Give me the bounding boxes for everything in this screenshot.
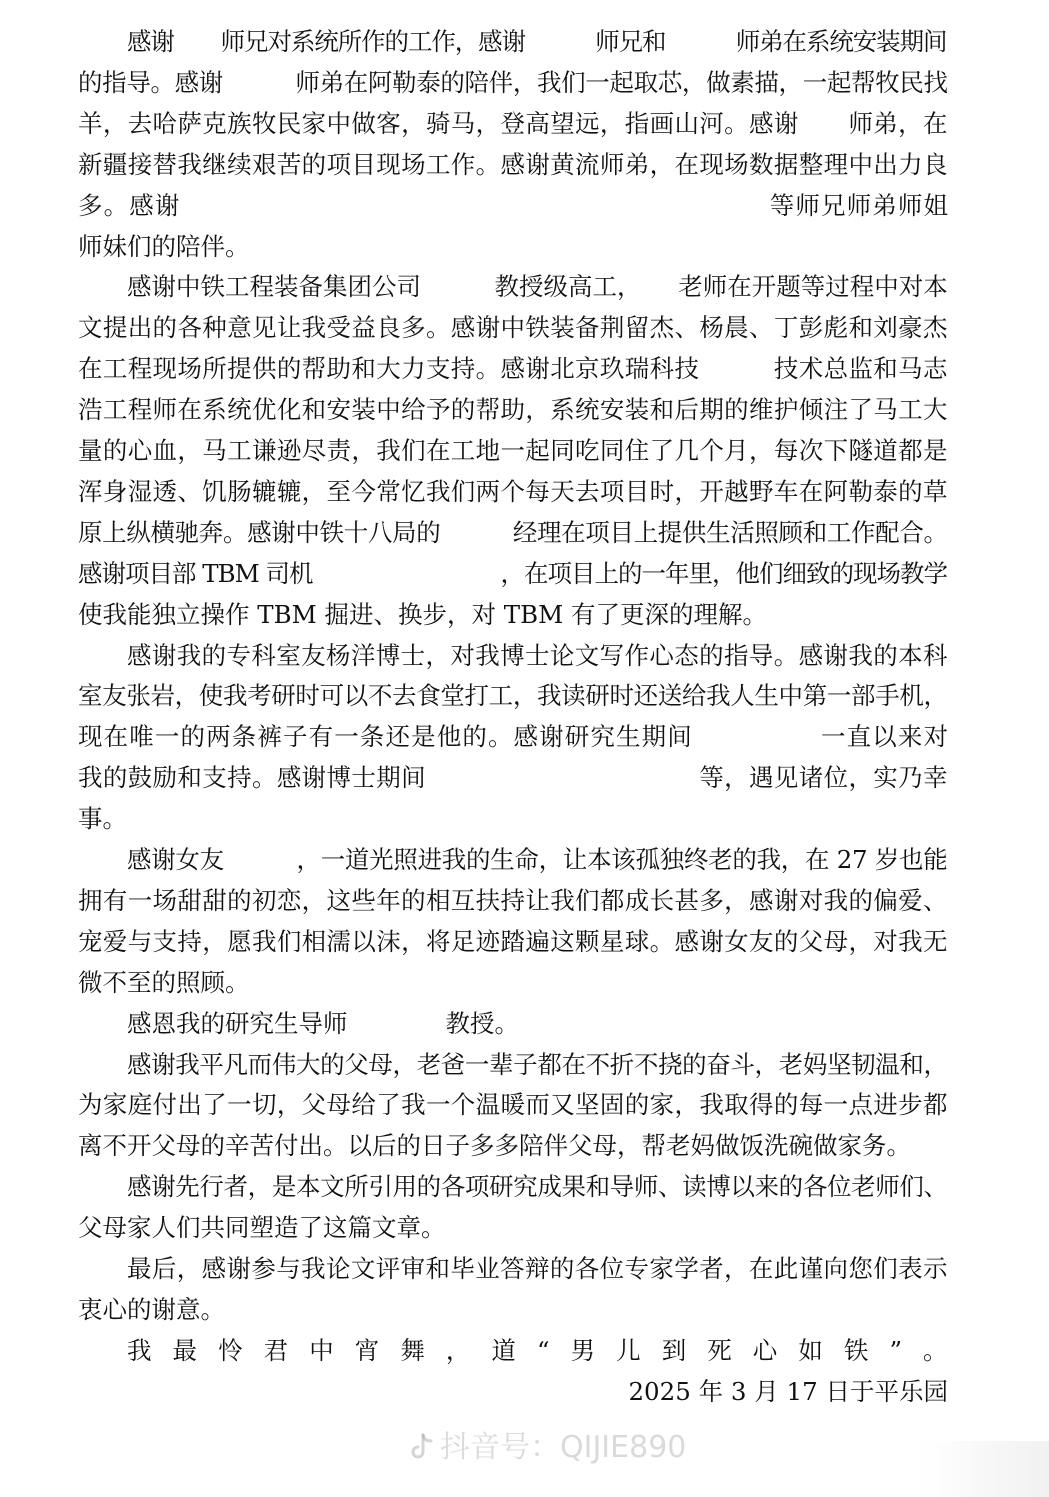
blur-overlay xyxy=(919,1441,1049,1497)
text-line: 新疆接替我继续艰苦的项目现场工作。感谢黄流师弟，在现场数据整理中出力良 xyxy=(78,149,948,179)
text-line: 感谢先行者，是本文所引用的各项研究成果和导师、读博以来的各位老师们、 xyxy=(127,1172,948,1202)
text-line: 在工程现场所提供的帮助和大力支持。感谢北京玖瑞科技 技术总监和马志 xyxy=(78,354,948,384)
text-line: 师妹们的陪伴。 xyxy=(78,231,250,261)
text-line: 离不开父母的辛苦付出。以后的日子多多陪伴父母，帮老妈做饭洗碗做家务。 xyxy=(78,1131,911,1161)
text-line: 多。感谢 等师兄师弟师姐 xyxy=(78,190,950,220)
text-line: 为家庭付出了一切，父母给了我一个温暖而又坚固的家，我取得的每一点进步都 xyxy=(78,1090,948,1120)
text-line: 感谢女友 ，一道光照进我的生命，让本该孤独终老的我，在 27 岁也能 xyxy=(127,845,948,874)
text-line: 感恩我的研究生导师 教授。 xyxy=(127,1008,519,1038)
text-line: 量的心血，马工谦逊尽责，我们在工地一起同吃同住了几个月，每次下隧道都是 xyxy=(78,436,948,465)
text-line: 拥有一场甜甜的初恋，这些年的相互扶持让我们都成长甚多，感谢对我的偏爱、 xyxy=(78,885,948,915)
text-line: 微不至的照顾。 xyxy=(78,967,250,997)
text-line: 事。 xyxy=(78,804,127,834)
watermark-text: 抖音号：QIJIE890 xyxy=(440,1430,687,1465)
text-line: 的指导。感谢 师弟在阿勒泰的陪伴，我们一起取芯，做素描，一起帮牧民找 xyxy=(78,67,948,97)
text-line: 我最怜君中宵舞，道“男儿到死心如铁”。 xyxy=(127,1335,969,1365)
text-line: 原上纵横驰奔。感谢中铁十八局的 经理在项目上提供生活照顾和工作配合。 xyxy=(78,517,948,547)
text-line: 文提出的各种意见让我受益良多。感谢中铁装备荆留杰、杨晨、丁彭彪和刘豪杰 xyxy=(78,313,948,343)
text-line: 感谢我平凡而伟大的父母，老爸一辈子都在不折不挠的奋斗，老妈坚韧温和， xyxy=(127,1049,948,1079)
text-line: 现在唯一的两条裤子有一条还是他的。感谢研究生期间 一直以来对 xyxy=(78,722,950,752)
text-line: 使我能独立操作 TBM 掘进、换步，对 TBM 有了更深的理解。 xyxy=(78,599,768,629)
text-line: 浑身湿透、饥肠辘辘，至今常忆我们两个每天去项目时，开越野车在阿勒泰的草 xyxy=(78,476,948,506)
text-line: 感谢我的专科室友杨洋博士，对我博士论文写作心态的指导。感谢我的本科 xyxy=(127,640,948,670)
text-line: 浩工程师在系统优化和安装中给予的帮助，系统安装和后期的维护倾注了马工大 xyxy=(78,395,948,425)
douyin-logo-icon xyxy=(408,1433,436,1463)
date-line: 2025 年 3 月 17 日于平乐园 xyxy=(628,1376,948,1406)
text-line: 最后，感谢参与我论文评审和毕业答辩的各位专家学者，在此谨向您们表示 xyxy=(127,1254,948,1283)
text-line: 羊，去哈萨克族牧民家中做客，骑马，登高望远，指画山河。感谢 师弟，在 xyxy=(78,108,948,138)
text-line: 感谢 师兄对系统所作的工作，感谢 师兄和 师弟在系统安装期间 xyxy=(127,27,947,56)
text-line: 感谢项目部 TBM 司机 ，在项目上的一年里，他们细致的现场教学 xyxy=(78,558,948,588)
text-line: 宠爱与支持，愿我们相濡以沫，将足迹踏遍这颗星球。感谢女友的父母，对我无 xyxy=(78,926,948,956)
text-line: 父母家人们共同塑造了这篇文章。 xyxy=(78,1213,446,1243)
text-line: 衷心的谢意。 xyxy=(78,1294,225,1324)
text-line: 感谢中铁工程装备集团公司 教授级高工， 老师在开题等过程中对本 xyxy=(127,272,948,302)
text-line: 室友张岩，使我考研时可以不去食堂打工，我读研时还送给我人生中第一部手机， xyxy=(78,681,948,711)
text-line: 我的鼓励和支持。感谢博士期间 等，遇见诸位，实乃幸 xyxy=(78,763,948,793)
